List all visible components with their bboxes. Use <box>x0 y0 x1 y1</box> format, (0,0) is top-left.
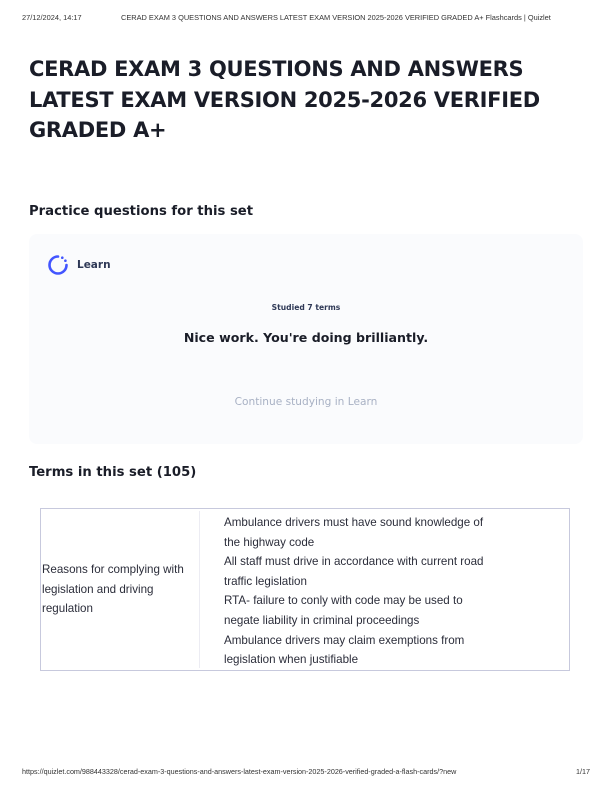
set-title: CERAD EXAM 3 QUESTIONS AND ANSWERS LATEST EXAM VERSION 2025-2026 VERIFIED GRADED A+ <box>29 57 540 142</box>
praise-message: Nice work. You're doing brilliantly. <box>183 330 429 345</box>
definition-line: Ambulance drivers may claim exemptions from <box>224 633 465 647</box>
print-header <box>22 13 590 25</box>
definition-line: All staff must drive in accordance with current road <box>224 555 484 569</box>
print-url: https://quizlet.com/988443328/cerad-exam-3-questions-and-answers-latest-exam-version-2025-2026-verified-graded-a-flash-cards/?new <box>22 767 457 776</box>
continue-learn-button[interactable]: Continue studying in Learn <box>234 396 378 408</box>
definition-line: traffic legislation <box>224 574 307 588</box>
term-divider <box>199 511 200 668</box>
definition-line: negate liability in criminal proceedings <box>224 613 420 627</box>
definition-line: RTA- failure to conly with code may be used to <box>224 594 463 608</box>
practice-heading: Practice questions for this set <box>29 204 254 219</box>
definition-line: the highway code <box>224 535 315 549</box>
learn-card <box>29 234 583 444</box>
page-number: 1/17 <box>576 767 590 776</box>
studied-count: Studied 7 terms <box>271 303 341 312</box>
term-text: Reasons for complying with legislation and driving regulation <box>42 563 184 616</box>
print-datetime: 27/12/2024, 14:17 <box>22 13 82 22</box>
definition-text <box>224 513 524 670</box>
learn-progress-icon <box>47 254 69 276</box>
print-tab-title: CERAD EXAM 3 QUESTIONS AND ANSWERS LATEST EXAM VERSION 2025-2026 VERIFIED GRADED A+ Flashcards | Quizlet <box>121 13 551 22</box>
definition-line: legislation when justifiable <box>224 653 359 667</box>
print-footer <box>22 767 590 779</box>
term-card <box>40 508 570 671</box>
learn-mode-link[interactable] <box>47 254 111 276</box>
terms-heading: Terms in this set (105) <box>29 465 197 480</box>
definition-line: Ambulance drivers must have sound knowledge of <box>224 516 484 529</box>
learn-label: Learn <box>77 259 111 271</box>
